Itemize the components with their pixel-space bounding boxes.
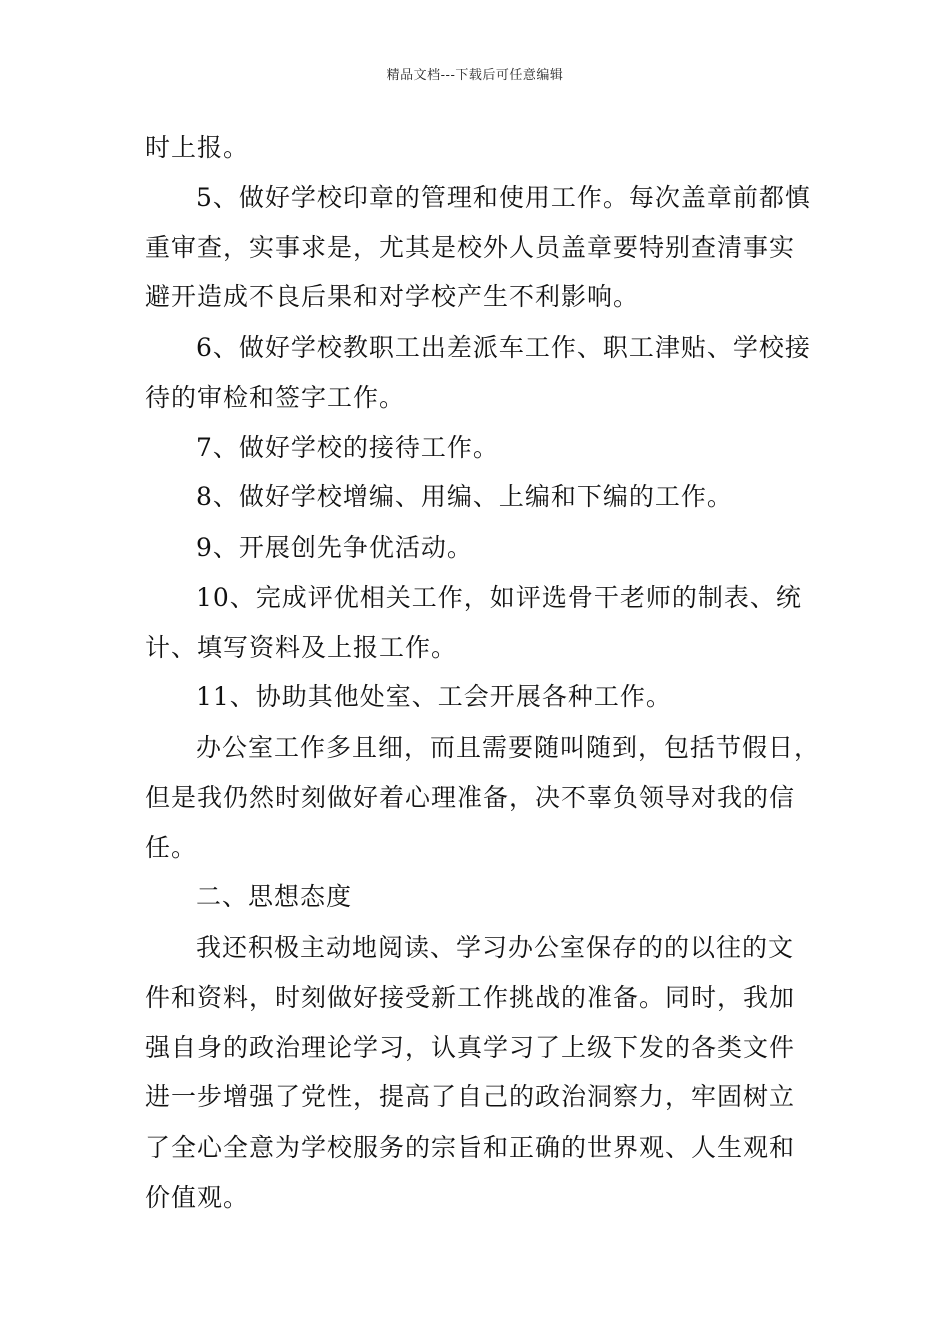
text-line: 10、完成评优相关工作，如评选骨干老师的制表、统	[196, 583, 802, 612]
text-line: 但是我仍然时刻做好着心理准备，决不辜负领导对我的信	[145, 783, 796, 812]
text-line: 9、开展创先争优活动。	[196, 533, 473, 562]
text-line: 办公室工作多且细，而且需要随叫随到，包括节假日，	[196, 733, 821, 762]
text-line: 8、做好学校增编、用编、上编和下编的工作。	[196, 482, 733, 511]
text-line: 进一步增强了党性，提高了自己的政治洞察力，牢固树立	[145, 1082, 796, 1111]
text-line: 任。	[145, 833, 198, 862]
text-line: 价值观。	[145, 1183, 250, 1212]
text-line: 7、做好学校的接待工作。	[196, 433, 499, 462]
text-line: 计、填写资料及上报工作。	[145, 633, 458, 662]
text-line: 6、做好学校教职工出差派车工作、职工津贴、学校接	[196, 333, 811, 362]
text-line: 5、做好学校印章的管理和使用工作。每次盖章前都慎	[196, 183, 811, 212]
text-line: 待的审检和签字工作。	[145, 383, 406, 412]
text-line: 件和资料，时刻做好接受新工作挑战的准备。同时，我加	[145, 983, 796, 1012]
text-line: 重审查，实事求是，尤其是校外人员盖章要特别查清事实	[145, 233, 796, 262]
text-line: 我还积极主动地阅读、学习办公室保存的的以往的文	[196, 933, 795, 962]
text-line: 11、协助其他处室、工会开展各种工作。	[196, 682, 672, 711]
page-header: 精品文档---下载后可任意编辑	[386, 68, 564, 83]
section-heading: 二、思想态度	[196, 882, 353, 911]
text-line: 强自身的政治理论学习，认真学习了上级下发的各类文件	[145, 1033, 796, 1062]
text-line: 时上报。	[145, 133, 250, 162]
text-line: 避开造成不良后果和对学校产生不利影响。	[145, 282, 640, 311]
text-line: 了全心全意为学校服务的宗旨和正确的世界观、人生观和	[145, 1133, 796, 1162]
